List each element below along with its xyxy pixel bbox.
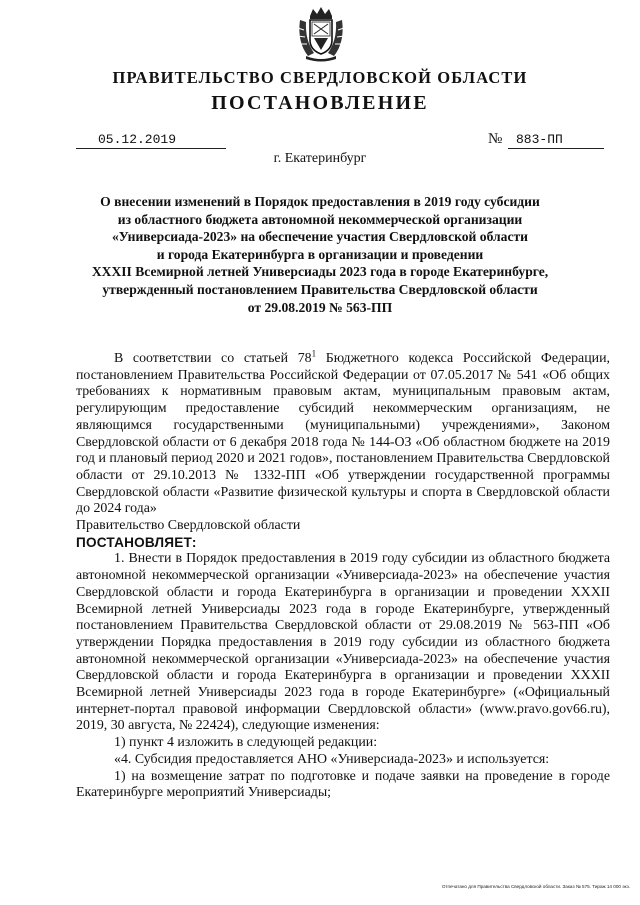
quoted-point-4-1: 1) на возмещение затрат по подготовке и подаче заявки на проведение в городе Екатеринбурге мероприятий Универсиады;: [76, 768, 610, 801]
heading-line: от 29.08.2019 № 563-ПП: [247, 299, 393, 315]
subitem-1: 1) пункт 4 изложить в следующей редакции:: [114, 735, 378, 751]
document-type: ПОСТАНОВЛЕНИЕ: [211, 92, 429, 114]
coat-of-arms-icon: [296, 6, 346, 62]
document-heading: [60, 193, 580, 316]
item-1-paragraph: 1. Внести в Порядок предоставления в 2019 году субсидии из областного бюджета автономной некоммерческой организации «Универсиада-2023» на обеспечение участия Свердловской области и города Екатеринбурга в организации и проведении XXXII Всемирной летней Универсиады 2023 года в городе Екатеринбурге, утвержденный постановлением Правительства Свердловской области от 29.08.2019 № 563-ПП «Об утверждении Порядка предоставления в 2019 году субсидии из областного бюджета автономной некоммерческой организации «Универсиада-2023» на обеспечение участия Свердловской области и города Екатеринбурга в организации и проведении XXXII Всемирной летней Универсиады 2023 года в городе Екатеринбурге» («Официальный интернет-портал правовой информации Свердловской области» (www.pravo.gov66.ru), 2019, 30 августа, № 22424), следующие изменения:: [76, 551, 610, 734]
document-body: [76, 348, 610, 802]
preamble-paragraph: [76, 348, 610, 518]
heading-line: из областного бюджета автономной некоммерческой организации: [117, 211, 523, 227]
heading-line: XXXII Всемирной летней Универсиады 2023 года в городе Екатеринбурге,: [91, 264, 549, 280]
heading-line: О внесении изменений в Порядок предоставления в 2019 году субсидии: [100, 194, 540, 209]
preamble-text: Бюджетного кодекса Российской Федерации, постановлением Правительства Российской Федерации от 07.05.2017 № 541 «Об общих требованиях к нормативным правовым актам, муниципальным правовым актам, регулирующим предоставление субсидий некоммерческим организациям, не являющимся государственными (муниципальными) учреждениями», Законом Свердловской области от 6 декабря 2018 года № 144-ОЗ «Об областном бюджете на 2019 год и плановый период 2020 и 2021 годов», постановлением Правительства Свердловской области от 29.10.2013 № 1332-ПП «Об утверждении государственной программы Свердловской области «Развитие физической культуры и спорта в Свердловской области до 2024 года»: [76, 351, 610, 517]
preamble-text: В соответствии со статьей 78: [114, 351, 312, 366]
print-footer-note: Отпечатано для Правительства Свердловской области. Заказ № 575. Тираж 14 000 экз.: [441, 884, 630, 889]
article-superscript: 1: [311, 348, 317, 359]
number-label: №: [488, 131, 503, 147]
quoted-point-4: «4. Субсидия предоставляется АНО «Универсиада-2023» и используется:: [114, 751, 550, 767]
decree-word: ПОСТАНОВЛЯЕТ:: [76, 534, 197, 550]
preamble-end: Правительство Свердловской области: [76, 518, 301, 534]
document-date: 05.12.2019: [76, 131, 226, 149]
city-line: г. Екатеринбург: [273, 151, 367, 166]
heading-line: и города Екатеринбурга в организации и проведении: [156, 246, 484, 262]
organization-title: ПРАВИТЕЛЬСТВО СВЕРДЛОВСКОЙ ОБЛАСТИ: [112, 68, 528, 87]
heading-line: утвержденный постановлением Правительства Свердловской области: [102, 281, 538, 297]
document-number: 883-ПП: [508, 131, 604, 149]
heading-line: «Универсиада-2023» на обеспечение участия Свердловской области: [111, 229, 529, 245]
